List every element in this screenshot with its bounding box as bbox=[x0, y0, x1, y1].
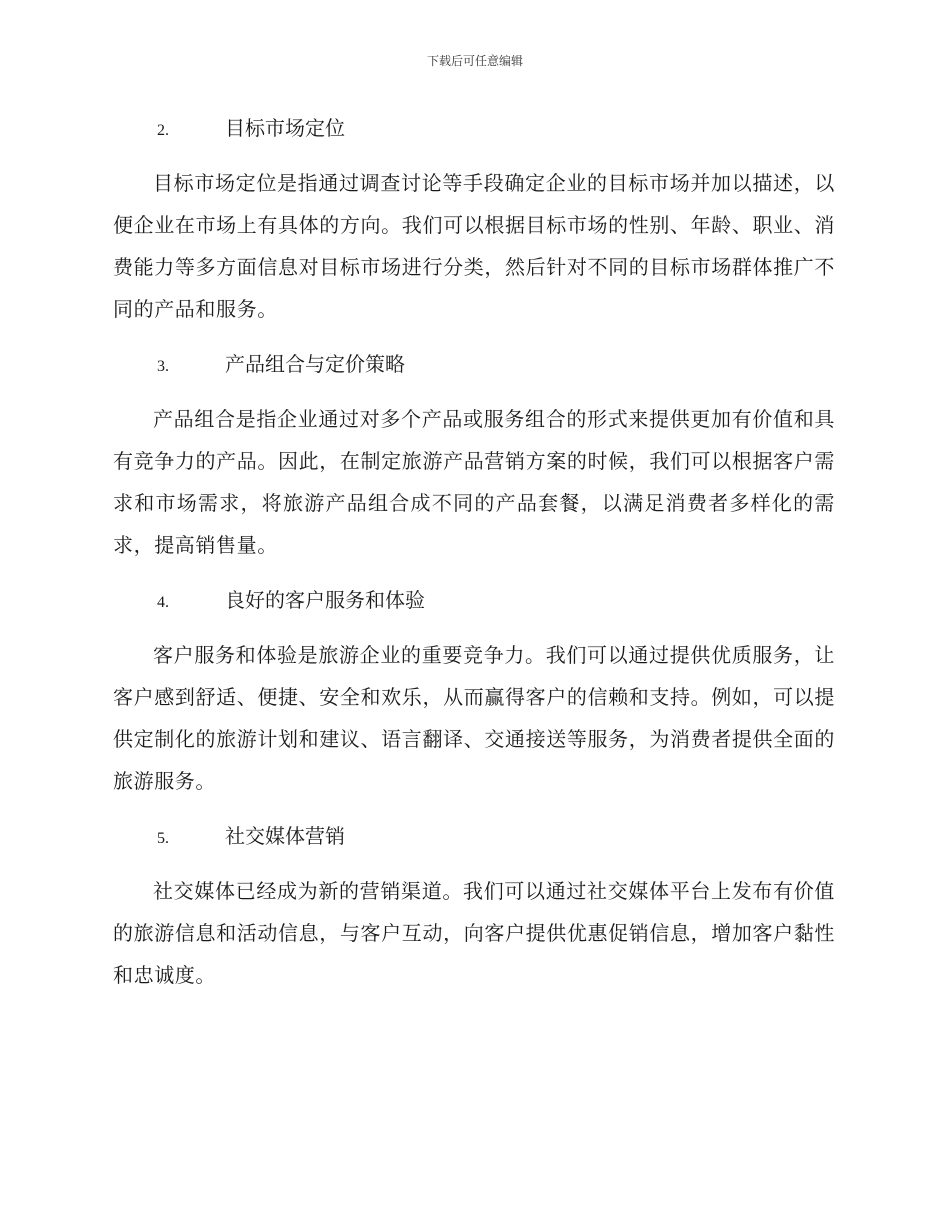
section-number: 5. bbox=[157, 830, 169, 847]
section-title: 产品组合与定价策略 bbox=[225, 352, 405, 376]
section-number: 2. bbox=[157, 122, 169, 139]
section-heading bbox=[113, 344, 835, 384]
section-title: 目标市场定位 bbox=[225, 116, 345, 140]
section-heading bbox=[113, 108, 835, 148]
section-product-pricing bbox=[113, 344, 835, 566]
section-paragraph: 社交媒体已经成为新的营销渠道。我们可以通过社交媒体平台上发布有价值的旅游信息和活动信息，与客户互动，向客户提供优惠促销信息，增加客户黏性和忠诚度。 bbox=[113, 879, 835, 987]
section-number: 4. bbox=[157, 594, 169, 611]
section-paragraph: 客户服务和体验是旅游企业的重要竞争力。我们可以通过提供优质服务，让客户感到舒适、便捷、安全和欢乐，从而赢得客户的信赖和支持。例如，可以提供定制化的旅游计划和建议、语言翻译、交通接送等服务，为消费者提供全面的旅游服务。 bbox=[113, 643, 835, 793]
section-title: 社交媒体营销 bbox=[225, 824, 345, 848]
section-paragraph: 目标市场定位是指通过调查讨论等手段确定企业的目标市场并加以描述，以便企业在市场上有具体的方向。我们可以根据目标市场的性别、年龄、职业、消费能力等多方面信息对目标市场进行分类，然后针对不同的目标市场群体推广不同的产品和服务。 bbox=[113, 171, 835, 321]
section-target-market bbox=[113, 108, 835, 330]
section-social-media bbox=[113, 816, 835, 996]
page-header: 下载后可任意编辑 bbox=[426, 54, 523, 68]
section-title: 良好的客户服务和体验 bbox=[225, 588, 425, 612]
section-number: 3. bbox=[157, 358, 169, 375]
section-heading bbox=[113, 816, 835, 856]
document-content bbox=[113, 108, 835, 1010]
section-customer-service bbox=[113, 580, 835, 802]
section-paragraph: 产品组合是指企业通过对多个产品或服务组合的形式来提供更加有价值和具有竞争力的产品。因此，在制定旅游产品营销方案的时候，我们可以根据客户需求和市场需求，将旅游产品组合成不同的产品套餐，以满足消费者多样化的需求，提高销售量。 bbox=[113, 407, 835, 557]
section-heading bbox=[113, 580, 835, 620]
